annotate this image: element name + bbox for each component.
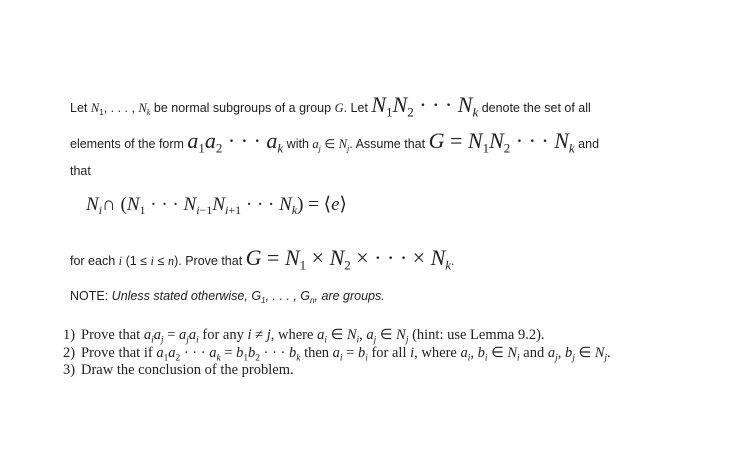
display-equation: $N_i\cap$ ($N_1$ · · · $N_{i-1}N_{i+1}$ · · · $N_k$) = ⟨e⟩ <box>86 194 347 218</box>
math-direct-product: G <box>245 245 262 270</box>
problem-line-2: elements of the form $a_1a_2$ · · · $a_k$ with $a_j$ ∈ $N_j$. Assume that $G = N_1N_2$ · · · $N_k$ and <box>70 128 600 156</box>
text: . Prove that <box>178 254 246 268</box>
text: that <box>70 164 91 178</box>
problem-line-3 <box>70 164 91 178</box>
problem-line-5: for each i (1 ≤ i ≤ n). Prove that $G = N_1 \times N_2$ × · · · × $N_k$. <box>70 245 455 273</box>
text: for each <box>70 254 119 268</box>
step-text: for any <box>198 327 248 343</box>
math-n1-nk: N <box>90 101 100 115</box>
step-text: then <box>300 344 333 361</box>
note-label: NOTE: <box>70 289 112 303</box>
step-text: (hint: use Lemma 9.2). <box>408 327 545 343</box>
step-text: Prove that if <box>81 344 157 361</box>
note-text: Unless stated otherwise, G <box>111 289 262 303</box>
text: and <box>574 137 600 151</box>
list-item: 1) Prove that $a_ia_j = a_ja_i$ for any i ≠ j, where $a_i$ ∈ $N_i$, $a_j$ ∈ $N_j$ (hint: use Lemma 9.2). <box>63 327 545 346</box>
text: . Let <box>343 101 372 115</box>
text: denote the set of all <box>478 101 591 115</box>
step-text: Draw the conclusion of the problem. <box>81 362 294 378</box>
text: Let <box>70 101 91 115</box>
note-text-end: , are groups. <box>314 289 385 303</box>
step-text: . <box>607 344 611 361</box>
problem-line-1: Let $N_1$, . . . , $N_k$ be normal subgroups of a group G. Let $N_1N_2$ · · · $N_k$ denote the set of all <box>70 92 591 120</box>
step-text: , where <box>414 344 461 361</box>
text: elements of the form <box>70 137 188 151</box>
step-text: Prove that <box>81 327 144 343</box>
math-product-a: a <box>187 128 199 153</box>
math-product-n: N <box>371 92 387 117</box>
step-number: 3) <box>63 362 76 378</box>
step-text: , where <box>270 327 318 343</box>
step-number: 1) <box>63 327 76 343</box>
step-text: and <box>519 344 548 361</box>
step-text: for all <box>367 344 411 361</box>
text: be normal subgroups of a group <box>150 101 335 115</box>
text: . Assume that <box>349 137 429 151</box>
text: with <box>283 137 313 151</box>
step-number: 2) <box>63 344 76 361</box>
list-item <box>63 362 623 380</box>
note: NOTE: Unless stated otherwise, $G_1$, . . . , $G_n$, are groups. <box>70 289 385 305</box>
text: . <box>451 254 455 268</box>
math-g-equals: G <box>428 128 445 153</box>
list-item: 2) Prove that if $a_1a_2$ · · · $a_k = b_1b_2$ · · · $b_k$ then $a_i = b_i$ for all i, where $a_i$, $b_i$ ∈ $N_i$ and $a_j$, $b_j$ ∈ $N_j$. <box>63 344 611 363</box>
steps-list <box>63 327 623 380</box>
